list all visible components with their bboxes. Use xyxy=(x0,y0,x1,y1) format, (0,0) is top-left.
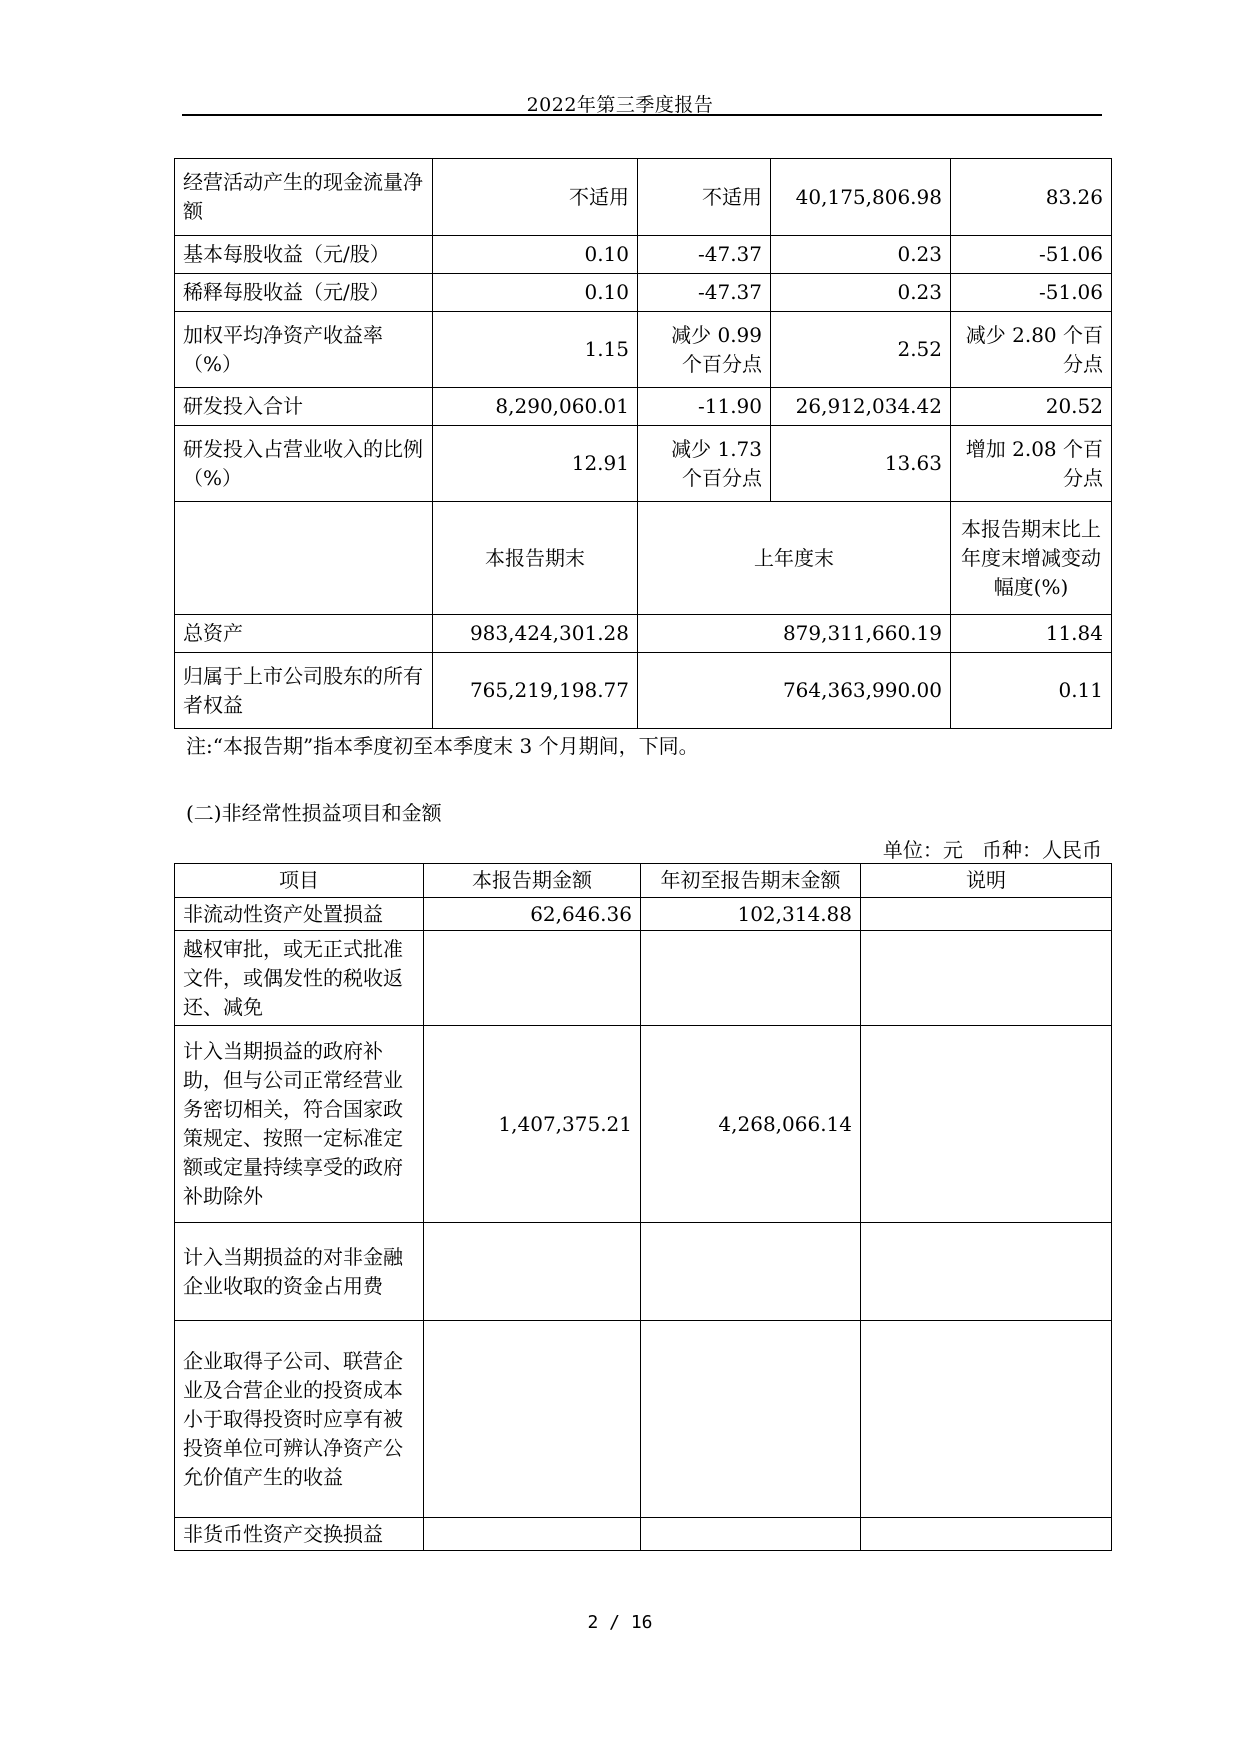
ytd-amount xyxy=(641,931,861,1026)
current-amount xyxy=(424,1223,641,1321)
item-label: 非流动性资产处置损益 xyxy=(175,898,424,931)
ytd-amount xyxy=(641,1223,861,1321)
report-header-title: 2022年第三季度报告 xyxy=(526,94,714,116)
item-label: 计入当期损益的政府补助，但与公司正常经营业务密切相关，符合国家政策规定、按照一定标准定额或定量持续享受的政府补助除外 xyxy=(175,1026,424,1223)
page-number: 2 / 16 xyxy=(587,1612,653,1633)
current-value: 12.91 xyxy=(433,426,638,502)
row-label: 研发投入合计 xyxy=(175,388,433,426)
change-value: 减少 1.73 个百分点 xyxy=(638,426,771,502)
col-header-ytd: 年初至报告期末金额 xyxy=(641,864,861,898)
ytd-amount xyxy=(641,1321,861,1518)
col-header-prior-year-end: 上年度末 xyxy=(638,502,951,615)
table-row xyxy=(175,931,1112,1026)
ytd-value: 26,912,034.42 xyxy=(771,388,951,426)
col-header-note: 说明 xyxy=(861,864,1112,898)
change-value: -47.37 xyxy=(638,274,771,312)
non-recurring-items-table xyxy=(174,863,1112,1551)
table-row xyxy=(175,159,1112,236)
table-row xyxy=(175,615,1112,653)
row-label: 归属于上市公司股东的所有者权益 xyxy=(175,653,433,729)
ytd-amount: 4,268,066.14 xyxy=(641,1026,861,1223)
table-row xyxy=(175,1223,1112,1321)
table-header-row xyxy=(175,864,1112,898)
change-ratio-value: 0.11 xyxy=(951,653,1112,729)
current-value: 1.15 xyxy=(433,312,638,388)
current-amount xyxy=(424,1321,641,1518)
row-label: 基本每股收益（元/股） xyxy=(175,236,433,274)
current-value: 8,290,060.01 xyxy=(433,388,638,426)
row-label: 研发投入占营业收入的比例（%） xyxy=(175,426,433,502)
item-label: 企业取得子公司、联营企业及合营企业的投资成本小于取得投资时应享有被投资单位可辨认净资产公允价值产生的收益 xyxy=(175,1321,424,1518)
ytd-value: 2.52 xyxy=(771,312,951,388)
unit-currency-label: 单位：元 币种：人民币 xyxy=(882,838,1102,862)
table-row xyxy=(175,236,1112,274)
current-value: 不适用 xyxy=(433,159,638,236)
table-row xyxy=(175,312,1112,388)
key-financial-data-table xyxy=(174,158,1112,729)
row-label: 加权平均净资产收益率（%） xyxy=(175,312,433,388)
ytd-change-value: -51.06 xyxy=(951,274,1112,312)
item-label: 越权审批，或无正式批准文件，或偶发性的税收返还、减免 xyxy=(175,931,424,1026)
change-value: 不适用 xyxy=(638,159,771,236)
table-row xyxy=(175,388,1112,426)
ytd-change-value: 增加 2.08 个百分点 xyxy=(951,426,1112,502)
item-label: 计入当期损益的对非金融企业收取的资金占用费 xyxy=(175,1223,424,1321)
item-note xyxy=(861,1321,1112,1518)
ytd-change-value: -51.06 xyxy=(951,236,1112,274)
table-row xyxy=(175,653,1112,729)
ytd-value: 13.63 xyxy=(771,426,951,502)
section-title: (二)非经常性损益项目和金额 xyxy=(186,801,442,825)
table-footnote: 注:“本报告期”指本季度初至本季度末 3 个月期间，下同。 xyxy=(186,734,699,758)
table-row xyxy=(175,1518,1112,1551)
ytd-change-value: 减少 2.80 个百分点 xyxy=(951,312,1112,388)
item-note xyxy=(861,1518,1112,1551)
period-end-value: 765,219,198.77 xyxy=(433,653,638,729)
ytd-value: 40,175,806.98 xyxy=(771,159,951,236)
ytd-change-value: 20.52 xyxy=(951,388,1112,426)
ytd-value: 0.23 xyxy=(771,274,951,312)
change-value: -47.37 xyxy=(638,236,771,274)
header-rule xyxy=(182,114,1102,116)
item-note xyxy=(861,898,1112,931)
current-amount xyxy=(424,1518,641,1551)
current-amount: 1,407,375.21 xyxy=(424,1026,641,1223)
col-header-current: 本报告期金额 xyxy=(424,864,641,898)
table-row xyxy=(175,1321,1112,1518)
current-amount: 62,646.36 xyxy=(424,898,641,931)
table-row xyxy=(175,426,1112,502)
row-label: 稀释每股收益（元/股） xyxy=(175,274,433,312)
change-value: 减少 0.99 个百分点 xyxy=(638,312,771,388)
current-value: 0.10 xyxy=(433,274,638,312)
change-value: -11.90 xyxy=(638,388,771,426)
prior-year-end-value: 764,363,990.00 xyxy=(638,653,951,729)
ytd-amount xyxy=(641,1518,861,1551)
table-row xyxy=(175,274,1112,312)
empty-header-cell xyxy=(175,502,433,615)
col-header-period-end: 本报告期末 xyxy=(433,502,638,615)
row-label: 总资产 xyxy=(175,615,433,653)
ytd-value: 0.23 xyxy=(771,236,951,274)
period-end-value: 983,424,301.28 xyxy=(433,615,638,653)
table-subheader-row xyxy=(175,502,1112,615)
ytd-change-value: 83.26 xyxy=(951,159,1112,236)
prior-year-end-value: 879,311,660.19 xyxy=(638,615,951,653)
current-amount xyxy=(424,931,641,1026)
current-value: 0.10 xyxy=(433,236,638,274)
item-label: 非货币性资产交换损益 xyxy=(175,1518,424,1551)
item-note xyxy=(861,1223,1112,1321)
row-label: 经营活动产生的现金流量净额 xyxy=(175,159,433,236)
col-header-change-ratio: 本报告期末比上年度末增减变动幅度(%) xyxy=(951,502,1112,615)
table-row xyxy=(175,898,1112,931)
change-ratio-value: 11.84 xyxy=(951,615,1112,653)
table-row xyxy=(175,1026,1112,1223)
col-header-item: 项目 xyxy=(175,864,424,898)
item-note xyxy=(861,1026,1112,1223)
ytd-amount: 102,314.88 xyxy=(641,898,861,931)
item-note xyxy=(861,931,1112,1026)
